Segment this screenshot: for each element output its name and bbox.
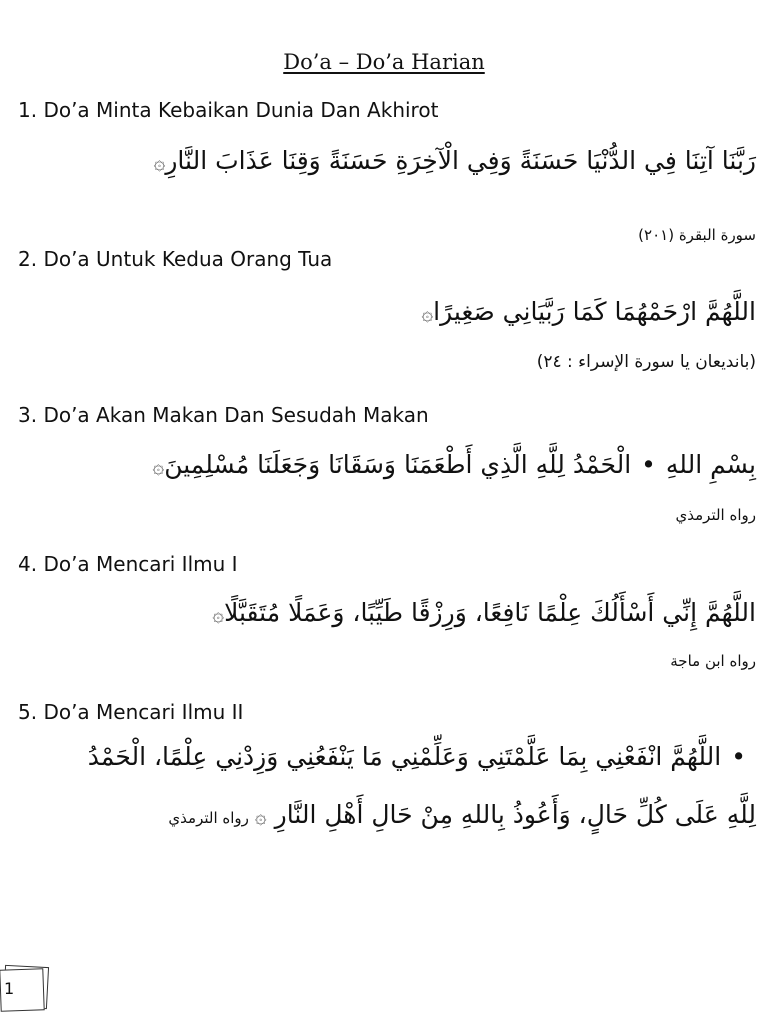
ornament-icon: ۞ bbox=[152, 454, 165, 478]
section-5-arabic-line1 bbox=[88, 742, 756, 771]
bullet-icon: • bbox=[641, 450, 656, 479]
section-5-heading: 5. Do’a Mencari Ilmu II bbox=[18, 700, 244, 724]
page-title: Do’a – Do’a Harian bbox=[283, 50, 485, 74]
section-5-source: رواه الترمذي bbox=[168, 809, 249, 827]
ornament-icon: ۞ bbox=[421, 301, 434, 325]
page-number-box bbox=[0, 966, 44, 1010]
section-3-arabic-part1: بِسْمِ اللهِ bbox=[665, 450, 756, 479]
section-4-source: رواه ابن ماجة bbox=[670, 652, 756, 670]
section-2-arabic bbox=[413, 297, 756, 326]
section-1-source: سورة البقرة (٢٠١) bbox=[638, 226, 756, 244]
section-3-arabic bbox=[145, 450, 756, 479]
section-2-heading: 2. Do’a Untuk Kedua Orang Tua bbox=[18, 247, 333, 271]
section-3-source: رواه الترمذي bbox=[675, 506, 756, 524]
section-4-heading: 4. Do’a Mencari Ilmu I bbox=[18, 552, 238, 576]
section-1-heading: 1. Do’a Minta Kebaikan Dunia Dan Akhirot bbox=[18, 98, 439, 122]
section-3-arabic-part2: الْحَمْدُ لِلَّهِ الَّذِي أَطْعَمَنَا وَسَقَانَا وَجَعَلَنَا مُسْلِمِينَ bbox=[164, 450, 632, 479]
section-5-arabic-line1-text: اللَّهُمَّ انْفَعْنِي بِمَا عَلَّمْتَنِي وَعَلِّمْنِي مَا يَنْفَعُنِي وَزِدْنِي عِلْمًا، الْحَمْدُ bbox=[87, 742, 722, 771]
bullet-icon: • bbox=[731, 742, 746, 771]
section-5-arabic-line2 bbox=[168, 800, 756, 829]
ornament-icon: ۞ bbox=[153, 150, 166, 174]
section-1-arabic-text: رَبَّنَا آتِنَا فِي الدُّنْيَا حَسَنَةً وَفِي الْآخِرَةِ حَسَنَةً وَقِنَا عَذَابَ النَّارِ bbox=[165, 146, 756, 175]
section-3-heading: 3. Do’a Akan Makan Dan Sesudah Makan bbox=[18, 403, 429, 427]
page-number: 1 bbox=[4, 979, 15, 998]
ornament-icon: ۞ bbox=[254, 804, 267, 828]
ornament-icon: ۞ bbox=[212, 602, 225, 626]
section-1-arabic bbox=[146, 146, 756, 175]
section-2-arabic-text: اللَّهُمَّ ارْحَمْهُمَا كَمَا رَبَّيَانِي صَغِيرًا bbox=[433, 297, 756, 326]
section-4-arabic bbox=[204, 598, 756, 627]
section-5-arabic-line2-text: لِلَّهِ عَلَى كُلِّ حَالٍ، وَأَعُوذُ بِاللهِ مِنْ حَالِ أَهْلِ النَّارِ bbox=[274, 800, 756, 829]
section-2-source: (بانديعان يا سورة الإسراء : ٢٤) bbox=[536, 352, 756, 372]
section-4-arabic-text: اللَّهُمَّ إِنِّي أَسْأَلُكَ عِلْمًا نَافِعًا، وَرِزْقًا طَيِّبًا، وَعَمَلًا مُتَقَبَّلًا bbox=[224, 598, 756, 627]
